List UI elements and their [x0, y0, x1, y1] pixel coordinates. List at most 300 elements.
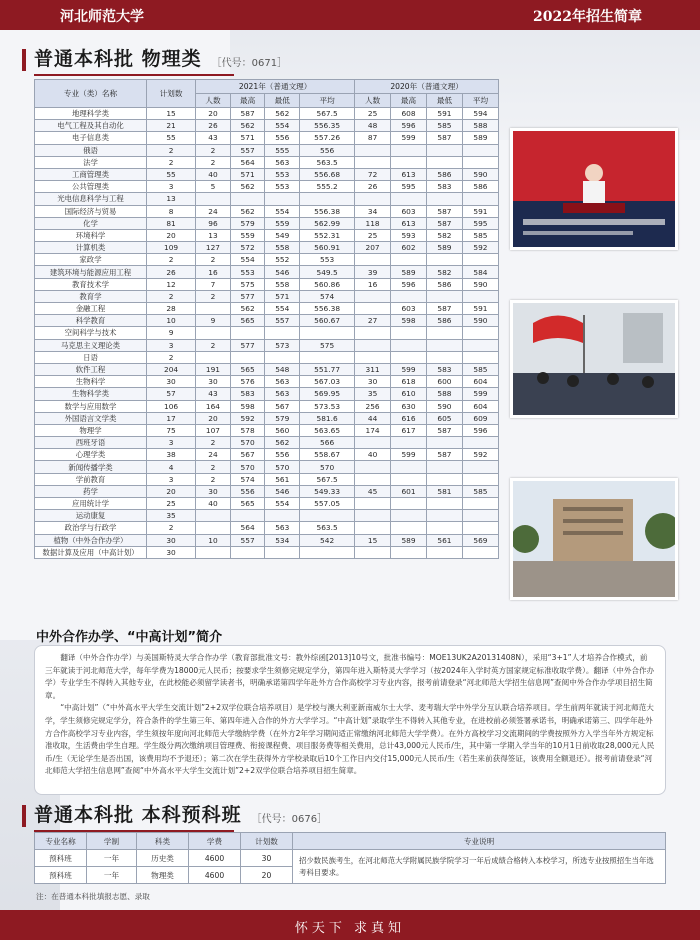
- major-name-cell: 公共管理类: [35, 181, 147, 193]
- score-cell: 9: [147, 327, 196, 339]
- score-cell: [426, 327, 462, 339]
- score-cell: [426, 351, 462, 363]
- score-cell: 560: [265, 424, 300, 436]
- score-cell: 562.99: [300, 217, 355, 229]
- score-cell: [355, 254, 391, 266]
- score-cell: 596: [462, 424, 498, 436]
- score-cell: 559: [265, 217, 300, 229]
- score-cell: 554: [265, 120, 300, 132]
- score-cell: 563.5: [300, 156, 355, 168]
- score-cell: 81: [147, 217, 196, 229]
- top-banner: [0, 0, 700, 30]
- table-row: [35, 388, 499, 400]
- title-underline: [34, 74, 234, 76]
- score-cell: 554: [265, 205, 300, 217]
- score-cell: 556.68: [300, 168, 355, 180]
- score-cell: [462, 144, 498, 156]
- score-cell: [230, 193, 265, 205]
- score-cell: 548: [265, 363, 300, 375]
- score-cell: [391, 327, 427, 339]
- score-cell: 109: [147, 242, 196, 254]
- score-cell: 2: [147, 522, 196, 534]
- table-body: [35, 108, 499, 559]
- score-cell: [426, 437, 462, 449]
- score-cell: 2: [196, 437, 231, 449]
- score-cell: 96: [196, 217, 231, 229]
- score-cell: 563: [265, 376, 300, 388]
- cooperation-paragraph-1: 翻译（中外合作办学）与美国斯特灵大学合作办学（教育部批准文号：教外综函[2013]10号文，批准书编号：MOE13UK2A20131408N），采用“3+1”人才培养合作模式，前三年就读于河北师范大学，每年学费为18000元人民币；按要求学生须修完规定学分，第四年进入斯特灵大学学习（按2024年入学时英方国家规定标准收取学费）。翻译（中外合作办学）专业学生不得转入其他专业，在此校能必须留学读者书，明确承诺第四学年赴外方合作高校学习专业内容，报考前请登录“河北师范大学招生信息网”查阅中外合作办学项目招生简章。: [45, 653, 655, 700]
- score-cell: 556.38: [300, 303, 355, 315]
- score-cell: 589: [426, 242, 462, 254]
- major-name-cell: 学前教育: [35, 473, 147, 485]
- score-cell: 565: [230, 363, 265, 375]
- score-cell: 542: [300, 534, 355, 546]
- footnote: 注：在普通本科批填报志愿、录取: [36, 892, 150, 901]
- score-cell: 30: [196, 376, 231, 388]
- score-cell: 573: [265, 339, 300, 351]
- major-name-cell: 药学: [35, 485, 147, 497]
- score-cell: 581.6: [300, 412, 355, 424]
- score-cell: 592: [462, 242, 498, 254]
- major-name-cell: 化学: [35, 217, 147, 229]
- score-cell: 591: [462, 303, 498, 315]
- score-cell: 575: [230, 278, 265, 290]
- score-cell: 17: [147, 412, 196, 424]
- table-row: [35, 168, 499, 180]
- score-cell: 613: [391, 217, 427, 229]
- score-cell: [391, 546, 427, 558]
- score-cell: 25: [355, 108, 391, 120]
- score-cell: 256: [355, 400, 391, 412]
- score-cell: [426, 546, 462, 558]
- score-cell: 599: [391, 449, 427, 461]
- score-cell: 561: [265, 473, 300, 485]
- score-cell: [426, 254, 462, 266]
- score-cell: 596: [391, 278, 427, 290]
- score-cell: [355, 290, 391, 302]
- score-cell: 16: [196, 266, 231, 278]
- score-cell: 567: [265, 400, 300, 412]
- score-cell: 557.05: [300, 498, 355, 510]
- score-cell: [426, 461, 462, 473]
- score-cell: [391, 522, 427, 534]
- score-cell: 593: [391, 229, 427, 241]
- admission-score-table: [34, 79, 499, 559]
- score-cell: 191: [196, 363, 231, 375]
- table-row: [35, 303, 499, 315]
- score-cell: 583: [426, 363, 462, 375]
- score-cell: 564: [230, 522, 265, 534]
- score-cell: 586: [426, 168, 462, 180]
- score-cell: 587: [426, 217, 462, 229]
- score-cell: 589: [391, 534, 427, 546]
- score-cell: [196, 303, 231, 315]
- score-cell: 558: [265, 278, 300, 290]
- major-description: 招少数民族考生，在河北师范大学附属民族学院学习一年后成绩合格转入本校学习，所选专业按照招生当年选考科目要求。: [293, 850, 666, 884]
- score-cell: [196, 351, 231, 363]
- score-cell: 557: [230, 534, 265, 546]
- score-cell: 556: [265, 132, 300, 144]
- major-name-cell: 物理学: [35, 424, 147, 436]
- score-cell: [391, 437, 427, 449]
- score-cell: 562: [265, 437, 300, 449]
- score-cell: 562: [265, 108, 300, 120]
- major-name-cell: 科学教育: [35, 315, 147, 327]
- major-name-cell: 外国语言文学类: [35, 412, 147, 424]
- score-cell: 560.86: [300, 278, 355, 290]
- score-cell: 556: [265, 449, 300, 461]
- score-cell: [462, 473, 498, 485]
- score-cell: 567.5: [300, 473, 355, 485]
- score-cell: [462, 339, 498, 351]
- major-name-cell: 环境科学: [35, 229, 147, 241]
- score-cell: [462, 156, 498, 168]
- score-cell: 553: [300, 254, 355, 266]
- score-cell: 72: [355, 168, 391, 180]
- score-cell: 40: [196, 498, 231, 510]
- major-name-cell: 生物科学: [35, 376, 147, 388]
- score-cell: 594: [462, 108, 498, 120]
- score-cell: [265, 193, 300, 205]
- score-cell: [462, 498, 498, 510]
- score-cell: 590: [462, 315, 498, 327]
- table-row: [35, 424, 499, 436]
- major-name-cell: 心理学类: [35, 449, 147, 461]
- score-cell: [355, 498, 391, 510]
- score-cell: [426, 156, 462, 168]
- score-cell: [391, 498, 427, 510]
- score-cell: 583: [426, 181, 462, 193]
- brochure-title: 2022年招生简章: [533, 9, 642, 25]
- score-cell: 613: [391, 168, 427, 180]
- score-cell: 563.5: [300, 522, 355, 534]
- major-name-cell: 家政学: [35, 254, 147, 266]
- photo-ceremony-speaker: [510, 128, 678, 250]
- score-cell: 13: [147, 193, 196, 205]
- score-cell: [462, 437, 498, 449]
- score-cell: 557: [230, 144, 265, 156]
- score-cell: 55: [147, 168, 196, 180]
- score-cell: [355, 351, 391, 363]
- score-cell: 567: [230, 449, 265, 461]
- major-name-cell: 俄语: [35, 144, 147, 156]
- score-cell: 604: [462, 376, 498, 388]
- table-row: [35, 850, 666, 867]
- major-name-cell: 教育学: [35, 290, 147, 302]
- score-cell: 39: [355, 266, 391, 278]
- table-row: [35, 412, 499, 424]
- table-row: [35, 376, 499, 388]
- score-cell: 603: [391, 205, 427, 217]
- score-cell: [230, 510, 265, 522]
- score-cell: 600: [426, 376, 462, 388]
- cell: 物理类: [137, 867, 189, 884]
- score-cell: 556: [230, 485, 265, 497]
- header-plan: 计划数: [147, 80, 196, 108]
- score-cell: 35: [355, 388, 391, 400]
- major-name-cell: 运动康复: [35, 510, 147, 522]
- score-cell: 587: [426, 132, 462, 144]
- score-cell: [265, 510, 300, 522]
- score-cell: 3: [147, 437, 196, 449]
- score-cell: 2: [196, 473, 231, 485]
- score-cell: 587: [426, 449, 462, 461]
- major-name-cell: 电气工程及其自动化: [35, 120, 147, 132]
- header-tuition: 学费: [189, 833, 241, 850]
- score-cell: 562: [230, 303, 265, 315]
- score-cell: 563.65: [300, 424, 355, 436]
- score-cell: 608: [391, 108, 427, 120]
- university-name: 河北师范大学: [60, 9, 144, 25]
- score-cell: 43: [196, 132, 231, 144]
- score-cell: 554: [265, 498, 300, 510]
- cooperation-section-title: 中外合作办学、“中高计划”简介: [36, 630, 223, 645]
- score-cell: [355, 437, 391, 449]
- table-row: [35, 522, 499, 534]
- score-cell: 551.77: [300, 363, 355, 375]
- score-cell: 554: [265, 303, 300, 315]
- score-cell: 21: [147, 120, 196, 132]
- score-cell: 164: [196, 400, 231, 412]
- score-cell: 2: [196, 290, 231, 302]
- score-cell: 20: [196, 108, 231, 120]
- header-2020: 2020年（普通文理）: [355, 80, 499, 94]
- score-cell: 87: [355, 132, 391, 144]
- score-cell: 564: [230, 156, 265, 168]
- header-2021: 2021年（普通文理）: [196, 80, 355, 94]
- score-cell: 616: [391, 412, 427, 424]
- score-cell: [462, 254, 498, 266]
- score-cell: 591: [426, 108, 462, 120]
- table-row: [35, 132, 499, 144]
- score-cell: 567.5: [300, 108, 355, 120]
- score-cell: 30: [147, 534, 196, 546]
- score-cell: [426, 193, 462, 205]
- cell: 预科班: [35, 867, 87, 884]
- score-cell: 585: [462, 485, 498, 497]
- major-name-cell: 数学与应用数学: [35, 400, 147, 412]
- score-cell: 556.38: [300, 205, 355, 217]
- score-cell: 20: [147, 485, 196, 497]
- score-cell: [391, 290, 427, 302]
- cell: 历史类: [137, 850, 189, 867]
- score-cell: 2: [196, 156, 231, 168]
- score-cell: 549: [265, 229, 300, 241]
- flag-ceremony-illustration: [513, 303, 675, 415]
- score-cell: 35: [147, 510, 196, 522]
- table-row: [35, 510, 499, 522]
- score-cell: 311: [355, 363, 391, 375]
- score-cell: 577: [230, 290, 265, 302]
- major-name-cell: 软件工程: [35, 363, 147, 375]
- score-cell: 596: [391, 120, 427, 132]
- score-cell: 553: [230, 266, 265, 278]
- score-cell: 599: [391, 363, 427, 375]
- table-row: [35, 339, 499, 351]
- score-cell: 595: [462, 217, 498, 229]
- score-cell: 574: [300, 290, 355, 302]
- table-row: [35, 534, 499, 546]
- score-cell: 603: [391, 303, 427, 315]
- score-cell: 4: [147, 461, 196, 473]
- score-cell: 75: [147, 424, 196, 436]
- score-cell: 586: [462, 181, 498, 193]
- score-cell: [196, 193, 231, 205]
- score-cell: 55: [147, 132, 196, 144]
- score-cell: 585: [462, 229, 498, 241]
- score-cell: 30: [147, 376, 196, 388]
- score-cell: [391, 351, 427, 363]
- score-cell: [462, 290, 498, 302]
- table-row: [35, 266, 499, 278]
- score-cell: 570: [230, 461, 265, 473]
- score-cell: [391, 339, 427, 351]
- score-cell: 43: [196, 388, 231, 400]
- major-name-cell: 计算机类: [35, 242, 147, 254]
- score-cell: [355, 546, 391, 558]
- score-cell: 2: [147, 144, 196, 156]
- score-cell: 586: [426, 278, 462, 290]
- score-cell: [426, 498, 462, 510]
- score-cell: [265, 351, 300, 363]
- header-count-2020: 人数: [355, 94, 391, 108]
- score-cell: 2: [147, 156, 196, 168]
- score-cell: 26: [147, 266, 196, 278]
- score-cell: 558.67: [300, 449, 355, 461]
- score-cell: 204: [147, 363, 196, 375]
- score-cell: 590: [462, 168, 498, 180]
- score-cell: 40: [355, 449, 391, 461]
- cell: 4600: [189, 867, 241, 884]
- score-cell: [300, 193, 355, 205]
- score-cell: 571: [230, 132, 265, 144]
- header-min-2020: 最低: [426, 94, 462, 108]
- score-cell: 588: [462, 120, 498, 132]
- score-cell: [355, 144, 391, 156]
- score-cell: 565: [230, 498, 265, 510]
- table-row: [35, 363, 499, 375]
- score-cell: 573.53: [300, 400, 355, 412]
- cell: 30: [241, 850, 293, 867]
- score-cell: 587: [426, 303, 462, 315]
- score-cell: 598: [230, 400, 265, 412]
- major-name-cell: 国际经济与贸易: [35, 205, 147, 217]
- score-cell: 25: [355, 229, 391, 241]
- major-name-cell: 工商管理类: [35, 168, 147, 180]
- score-cell: 585: [426, 120, 462, 132]
- header-max-2020: 最高: [391, 94, 427, 108]
- score-cell: 2: [196, 461, 231, 473]
- table-row: [35, 242, 499, 254]
- table-row: [35, 290, 499, 302]
- ceremony-illustration: [513, 131, 675, 247]
- score-cell: 10: [196, 534, 231, 546]
- major-name-cell: 法学: [35, 156, 147, 168]
- major-name-cell: 教育技术学: [35, 278, 147, 290]
- score-cell: [391, 473, 427, 485]
- score-cell: 26: [196, 120, 231, 132]
- score-cell: 127: [196, 242, 231, 254]
- score-cell: [300, 546, 355, 558]
- score-cell: [462, 351, 498, 363]
- score-cell: 25: [147, 498, 196, 510]
- cell: 一年: [87, 867, 137, 884]
- cell: 预科班: [35, 850, 87, 867]
- score-cell: [462, 327, 498, 339]
- score-cell: 587: [230, 108, 265, 120]
- score-cell: 28: [147, 303, 196, 315]
- score-cell: 587: [426, 424, 462, 436]
- score-cell: 578: [230, 424, 265, 436]
- score-cell: 5: [196, 181, 231, 193]
- table-row: [35, 278, 499, 290]
- header-duration: 学制: [87, 833, 137, 850]
- score-cell: 630: [391, 400, 427, 412]
- score-cell: [196, 546, 231, 558]
- score-cell: 38: [147, 449, 196, 461]
- major-name-cell: 数据计算及应用（中高计划）: [35, 546, 147, 558]
- score-cell: [391, 144, 427, 156]
- score-cell: 585: [462, 363, 498, 375]
- header-major-name: 专业名称: [35, 833, 87, 850]
- major-name-cell: 光电信息科学与工程: [35, 193, 147, 205]
- table-row: [35, 120, 499, 132]
- section-title-text: 普通本科批 物理类: [34, 48, 202, 70]
- score-cell: 9: [196, 315, 231, 327]
- score-cell: 555.2: [300, 181, 355, 193]
- score-cell: 591: [462, 205, 498, 217]
- score-cell: 562: [230, 181, 265, 193]
- score-cell: 546: [265, 485, 300, 497]
- score-cell: [462, 461, 498, 473]
- table-row: [35, 217, 499, 229]
- score-cell: [355, 303, 391, 315]
- score-cell: 15: [355, 534, 391, 546]
- score-cell: [355, 339, 391, 351]
- score-cell: 584: [462, 266, 498, 278]
- score-cell: 549.33: [300, 485, 355, 497]
- score-cell: 583: [230, 388, 265, 400]
- score-cell: 598: [391, 315, 427, 327]
- score-cell: 554: [230, 254, 265, 266]
- score-cell: 602: [391, 242, 427, 254]
- score-cell: [265, 546, 300, 558]
- score-cell: 27: [355, 315, 391, 327]
- title-accent-bar: [22, 49, 26, 71]
- score-cell: 2: [147, 290, 196, 302]
- major-name-cell: 马克思主义理论类: [35, 339, 147, 351]
- score-cell: [355, 473, 391, 485]
- university-motto: 怀天下 求真知: [294, 921, 406, 936]
- score-cell: 571: [230, 168, 265, 180]
- score-cell: 566: [300, 437, 355, 449]
- score-cell: 590: [462, 278, 498, 290]
- score-cell: [196, 510, 231, 522]
- score-cell: [426, 290, 462, 302]
- score-cell: 618: [391, 376, 427, 388]
- score-cell: 577: [230, 339, 265, 351]
- score-cell: 44: [355, 412, 391, 424]
- score-cell: 601: [391, 485, 427, 497]
- score-cell: 20: [147, 229, 196, 241]
- cell: 一年: [87, 850, 137, 867]
- score-cell: 30: [355, 376, 391, 388]
- score-cell: 556.35: [300, 120, 355, 132]
- preparatory-table: [34, 832, 666, 884]
- score-cell: 575: [300, 339, 355, 351]
- score-cell: [300, 351, 355, 363]
- section-title-text: 普通本科批 本科预科班: [34, 804, 242, 826]
